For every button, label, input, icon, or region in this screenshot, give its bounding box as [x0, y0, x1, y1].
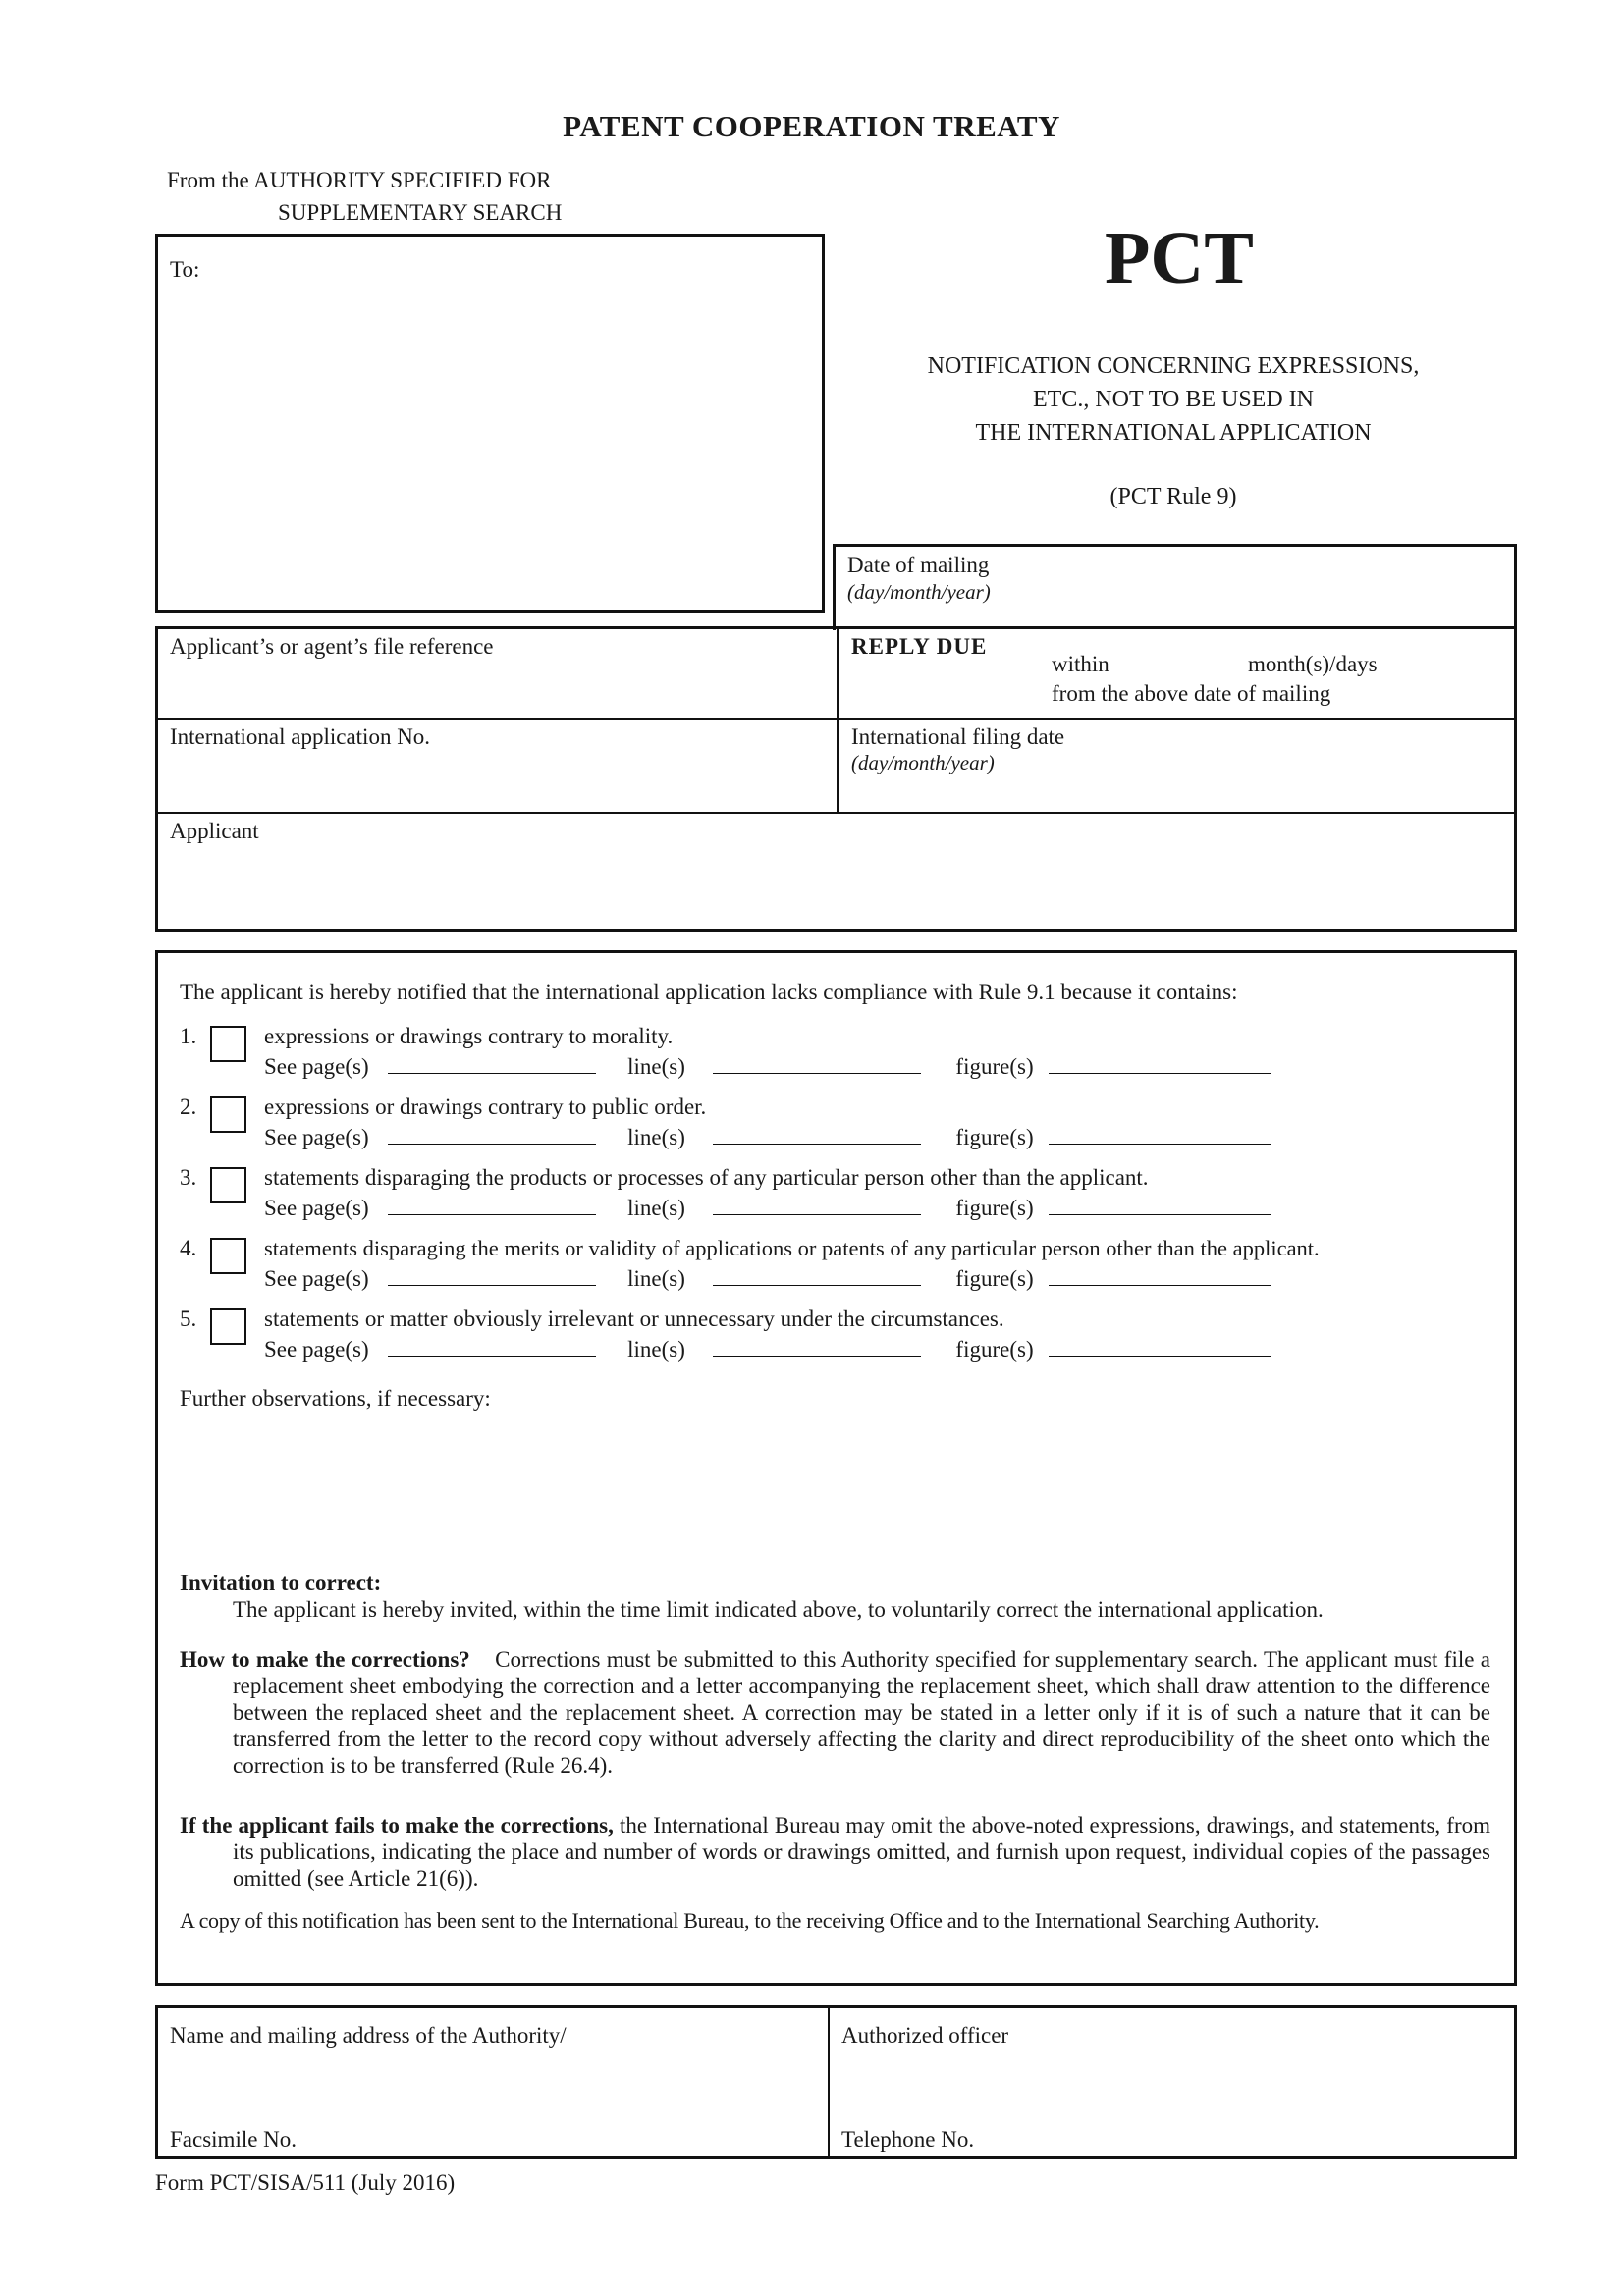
item-1-pages-field[interactable]: [388, 1055, 596, 1074]
reply-months-days: month(s)/days: [1248, 652, 1378, 676]
item-5-checkbox[interactable]: [210, 1308, 246, 1345]
item-5-figures-field[interactable]: [1049, 1338, 1271, 1357]
pages-label: See page(s): [264, 1266, 369, 1291]
notification-title-line2: ETC., NOT TO BE USED IN: [1032, 387, 1314, 412]
from-authority-line2: SUPPLEMENTARY SEARCH: [278, 200, 563, 225]
figures-label: figure(s): [955, 1337, 1034, 1362]
item-1-text: expressions or drawings contrary to morality.: [264, 1024, 674, 1048]
item-2-pages-field[interactable]: [388, 1126, 596, 1145]
notice-intro: The applicant is hereby notified that the international application lacks compliance with Rule 9.1 because it contains:: [180, 980, 1238, 1004]
facsimile-label: Facsimile No.: [170, 2127, 298, 2152]
file-reference-label: Applicant’s or agent’s file reference: [170, 634, 494, 659]
item-2-checkbox[interactable]: [210, 1096, 246, 1133]
item-3-number: 3.: [180, 1165, 197, 1190]
failure-paragraph: [180, 1812, 1490, 1892]
date-of-mailing-label: Date of mailing: [847, 553, 990, 577]
item-2-lines-field[interactable]: [713, 1126, 921, 1145]
lines-label: line(s): [627, 1054, 685, 1079]
item-5-lines-field[interactable]: [713, 1338, 921, 1357]
pages-label: See page(s): [264, 1054, 369, 1079]
further-observations-field[interactable]: [180, 1416, 1490, 1524]
item-4-pages-field[interactable]: [388, 1267, 596, 1286]
reply-period-field[interactable]: [1140, 651, 1238, 678]
how-to-correct-heading: How to make the corrections?: [180, 1647, 470, 1672]
pages-label: See page(s): [264, 1337, 369, 1362]
applicant-label: Applicant: [170, 819, 259, 843]
invitation-heading: Invitation to correct:: [180, 1571, 382, 1595]
notification-title-line1: NOTIFICATION CONCERNING EXPRESSIONS,: [927, 353, 1420, 379]
item-4-figures-field[interactable]: [1049, 1267, 1271, 1286]
page-title: PATENT COOPERATION TREATY: [563, 109, 1060, 143]
authority-divider: [828, 2008, 830, 2156]
form-identifier: Form PCT/SISA/511 (July 2016): [155, 2170, 456, 2195]
intl-filing-date-label: International filing date: [851, 724, 1065, 749]
item-1-figures-field[interactable]: [1049, 1055, 1271, 1074]
item-4-number: 4.: [180, 1236, 197, 1260]
item-3-figures-field[interactable]: [1049, 1197, 1271, 1215]
authorized-officer-label: Authorized officer: [841, 2023, 1009, 2048]
item-5-pages-field[interactable]: [388, 1338, 596, 1357]
to-label: To:: [170, 257, 200, 282]
telephone-label: Telephone No.: [841, 2127, 975, 2152]
reply-due-label: REPLY DUE: [851, 634, 988, 659]
pages-label: See page(s): [264, 1125, 369, 1149]
item-4-checkbox[interactable]: [210, 1238, 246, 1274]
lines-label: line(s): [627, 1196, 685, 1220]
lines-label: line(s): [627, 1337, 685, 1362]
item-2-text: expressions or drawings contrary to public order.: [264, 1095, 707, 1119]
notification-title: [864, 349, 1483, 450]
how-to-correct-paragraph: [180, 1646, 1490, 1779]
details-row-divider-2: [158, 812, 1514, 814]
rule-reference: (PCT Rule 9): [1109, 484, 1237, 509]
addressee-box: [155, 234, 825, 613]
figures-label: figure(s): [955, 1196, 1034, 1220]
pct-heading: PCT: [1105, 217, 1254, 299]
details-divider: [837, 629, 839, 812]
item-1-refs: [264, 1053, 1271, 1081]
date-format-hint: (day/month/year): [847, 580, 991, 604]
figures-label: figure(s): [955, 1125, 1034, 1149]
item-4-refs: [264, 1265, 1271, 1293]
reply-from-mailing: from the above date of mailing: [1052, 681, 1331, 706]
reply-within: within: [1052, 652, 1109, 676]
item-1-number: 1.: [180, 1024, 197, 1048]
details-row-divider-1: [158, 718, 1514, 720]
lines-label: line(s): [627, 1266, 685, 1291]
how-to-correct-text: Corrections must be submitted to this Authority specified for supplementary search. The applicant must file a replacement sheet embodying the correction and a letter accompanying the replacement sheet, which shall draw attention to the difference between the replaced sheet and the replacement sheet. A correction may be stated in a letter only if it is of such a nature that it can be transferred from the letter to the record copy without adversely affecting the clarity and direct reproducibility of the sheet onto which the correction is to be transferred (Rule 26.4).: [233, 1647, 1490, 1778]
figures-label: figure(s): [955, 1054, 1034, 1079]
item-2-figures-field[interactable]: [1049, 1126, 1271, 1145]
item-3-pages-field[interactable]: [388, 1197, 596, 1215]
item-5-text: statements or matter obviously irrelevant or unnecessary under the circumstances.: [264, 1307, 1004, 1331]
intl-filing-date-format: (day/month/year): [851, 751, 995, 774]
notification-title-line3: THE INTERNATIONAL APPLICATION: [975, 420, 1372, 446]
notification-body-box: [155, 950, 1517, 1986]
item-4-text: statements disparaging the merits or validity of applications or patents of any particular person other than the applicant.: [264, 1236, 1320, 1260]
item-2-refs: [264, 1124, 1271, 1151]
figures-label: figure(s): [955, 1266, 1034, 1291]
date-of-mailing-box[interactable]: [833, 544, 1517, 630]
further-observations-label: Further observations, if necessary:: [180, 1386, 491, 1411]
file-reference-field[interactable]: [170, 661, 828, 714]
invitation-text: The applicant is hereby invited, within the time limit indicated above, to voluntarily correct the international application.: [233, 1597, 1324, 1622]
lines-label: line(s): [627, 1125, 685, 1149]
item-4-lines-field[interactable]: [713, 1267, 921, 1286]
intl-app-no-field[interactable]: [170, 753, 828, 806]
item-3-checkbox[interactable]: [210, 1167, 246, 1203]
from-authority-line1: From the AUTHORITY SPECIFIED FOR: [167, 168, 552, 192]
pages-label: See page(s): [264, 1196, 369, 1220]
item-2-number: 2.: [180, 1095, 197, 1119]
intl-app-no-label: International application No.: [170, 724, 431, 749]
authority-box: [155, 2005, 1517, 2159]
applicant-field[interactable]: [170, 847, 1505, 922]
authorized-officer-field[interactable]: [841, 2054, 1499, 2118]
item-5-refs: [264, 1336, 1271, 1363]
item-3-lines-field[interactable]: [713, 1197, 921, 1215]
copy-notice: A copy of this notification has been sent to the International Bureau, to the receiving Office and to the International Searching Authority.: [180, 1908, 1320, 1933]
failure-text: the International Bureau may omit the above-noted expressions, drawings, and statements, from its publications, indicating the place and number of words or drawings omitted, and furnish upon request, individual copies of the passages omitted (see Article 21(6)).: [233, 1813, 1491, 1891]
failure-heading: If the applicant fails to make the corrections,: [180, 1813, 614, 1838]
authority-name-address-label: Name and mailing address of the Authority/: [170, 2023, 567, 2048]
item-5-number: 5.: [180, 1307, 197, 1331]
item-3-refs: [264, 1195, 1271, 1222]
item-1-lines-field[interactable]: [713, 1055, 921, 1074]
application-details-box: [155, 626, 1517, 932]
item-3-text: statements disparaging the products or processes of any particular person other than the applicant.: [264, 1165, 1149, 1190]
item-1-checkbox[interactable]: [210, 1026, 246, 1062]
